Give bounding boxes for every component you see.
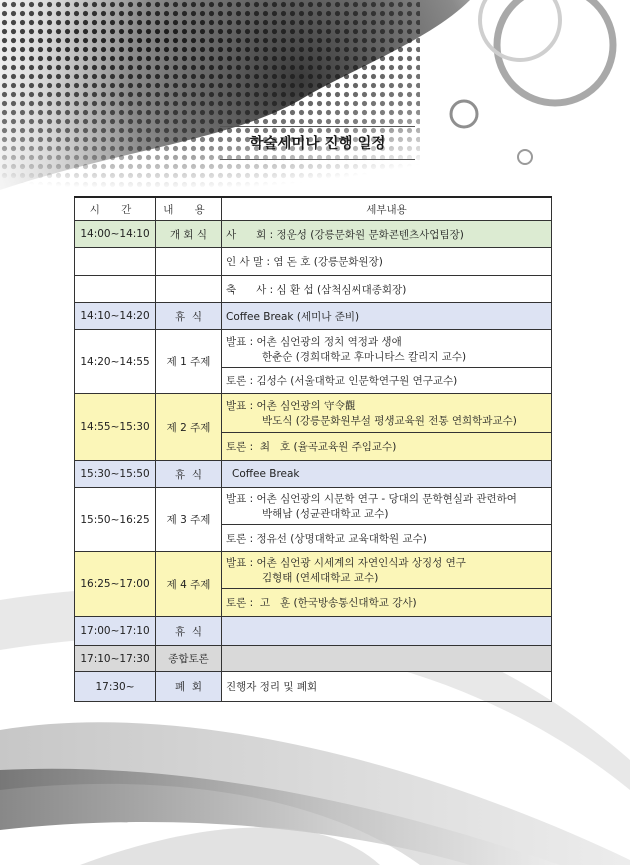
time-cell — [75, 276, 156, 303]
time-cell: 15:30~15:50 — [75, 461, 156, 488]
label-cell: 제 1 주제 — [156, 330, 222, 394]
title-block — [220, 126, 415, 162]
table-row — [75, 394, 552, 433]
detail-cell — [222, 646, 552, 672]
discussion-cell: 토론 : 정유선 (상명대학교 교육대학원 교수) — [222, 525, 552, 552]
detail-cell: Coffee Break — [222, 461, 552, 488]
detail-cell: 축 사 : 심 환 섭 (삼척심씨대종회장) — [222, 276, 552, 303]
table-row — [75, 303, 552, 330]
table-row — [75, 488, 552, 525]
label-cell: 제 4 주제 — [156, 552, 222, 617]
table-row — [75, 552, 552, 589]
presentation-cell: 발표 : 어촌 심언광의 시문학 연구 - 당대의 문학현실과 관련하여 박해남 (성균관대학교 교수) — [222, 488, 552, 525]
table-row — [75, 276, 552, 303]
table-row — [75, 221, 552, 248]
table-row — [75, 672, 552, 702]
label-cell — [156, 248, 222, 276]
header-row — [75, 197, 552, 221]
label-cell: 휴 식 — [156, 461, 222, 488]
time-cell: 14:10~14:20 — [75, 303, 156, 330]
header-content: 내 용 — [156, 197, 222, 221]
time-cell: 14:20~14:55 — [75, 330, 156, 394]
presentation-cell: 발표 : 어촌 심언광의 정치 역정과 생애 한춘순 (경희대학교 후마니타스 칼리지 교수) — [222, 330, 552, 368]
table-row — [75, 248, 552, 276]
time-cell: 14:00~14:10 — [75, 221, 156, 248]
label-cell: 휴 식 — [156, 617, 222, 646]
detail-cell: 인 사 말 : 염 돈 호 (강릉문화원장) — [222, 248, 552, 276]
time-cell: 17:10~17:30 — [75, 646, 156, 672]
time-cell: 17:00~17:10 — [75, 617, 156, 646]
label-cell — [156, 276, 222, 303]
title-rule-top — [220, 126, 415, 127]
detail-cell: Coffee Break (세미나 준비) — [222, 303, 552, 330]
time-cell: 15:50~16:25 — [75, 488, 156, 552]
schedule-table — [74, 196, 552, 702]
time-cell: 16:25~17:00 — [75, 552, 156, 617]
detail-cell — [222, 617, 552, 646]
table-row — [75, 617, 552, 646]
time-cell — [75, 248, 156, 276]
table-row — [75, 646, 552, 672]
discussion-cell: 토론 : 고 훈 (한국방송통신대학교 강사) — [222, 589, 552, 617]
discussion-cell: 토론 : 최 호 (율곡교육원 주임교수) — [222, 433, 552, 461]
label-cell: 개 회 식 — [156, 221, 222, 248]
title-rule-bottom — [220, 159, 415, 160]
table-row — [75, 330, 552, 368]
label-cell: 휴 식 — [156, 303, 222, 330]
time-cell: 17:30~ — [75, 672, 156, 702]
presentation-cell: 발표 : 어촌 심언광 시세계의 자연인식과 상징성 연구 김형태 (연세대학교 교수) — [222, 552, 552, 589]
label-cell: 종합토론 — [156, 646, 222, 672]
label-cell: 제 2 주제 — [156, 394, 222, 461]
header-detail: 세부내용 — [222, 197, 552, 221]
page-title: 학술세미나 진행 일정 — [249, 136, 386, 152]
detail-cell: 진행자 정리 및 폐회 — [222, 672, 552, 702]
header-time: 시 간 — [75, 197, 156, 221]
time-cell: 14:55~15:30 — [75, 394, 156, 461]
discussion-cell: 토론 : 김성수 (서울대학교 인문학연구원 연구교수) — [222, 368, 552, 394]
presentation-cell: 발표 : 어촌 심언광의 守令觀 박도식 (강릉문화원부설 평생교육원 전통 연희학과교수) — [222, 394, 552, 433]
label-cell: 폐 회 — [156, 672, 222, 702]
detail-cell: 사 회 : 정운성 (강릉문화원 문화콘텐츠사업팀장) — [222, 221, 552, 248]
table-row — [75, 461, 552, 488]
label-cell: 제 3 주제 — [156, 488, 222, 552]
